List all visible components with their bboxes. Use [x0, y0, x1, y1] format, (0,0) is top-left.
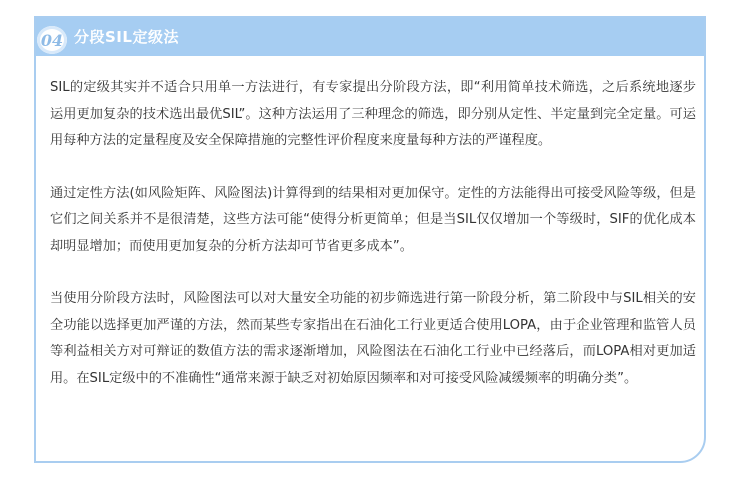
section-number-badge	[37, 26, 67, 54]
paragraph: 当使用分阶段方法时，风险图法可以对大量安全功能的初步筛选进行第一阶段分析，第二阶段中与SIL相关的安全功能以选择更加严谨的方法，然而某些专家指出在石油化工行业更适合使用LOPA，由于企业管理和监管人员等利益相关方对可辩证的数值方法的需求逐渐增加，风险图法在石油化工行业中已经落后，而LOPA相对更加适用。在SIL定级中的不准确性“通常来源于缺乏对初始原因频率和对可接受风险减缓频率的明确分类”。	[50, 291, 696, 386]
section-header	[36, 18, 704, 56]
section-card	[34, 16, 706, 463]
paragraph: SIL的定级其实并不适合只用单一方法进行，有专家提出分阶段方法，即“利用简单技术筛选，之后系统地逐步运用更加复杂的技术选出最优SIL”。这种方法运用了三种理念的筛选，即分别从定性、半定量到完全定量。可运用每种方法的定量程度及安全保障措施的完整性评价程度来度量每种方法的严谨程度。	[50, 80, 696, 148]
section-title: 分段SIL定级法	[74, 28, 179, 46]
paragraph: 通过定性方法(如风险矩阵、风险图法)计算得到的结果相对更加保守。定性的方法能得出可接受风险等级，但是它们之间关系并不是很清楚，这些方法可能“使得分析更简单；但是当SIL仅仅增加一个等级时，SIF的优化成本却明显增加；而使用更加复杂的分析方法却可节省更多成本”。	[50, 185, 696, 254]
section-number: 04	[40, 30, 64, 50]
section-body	[50, 75, 696, 392]
